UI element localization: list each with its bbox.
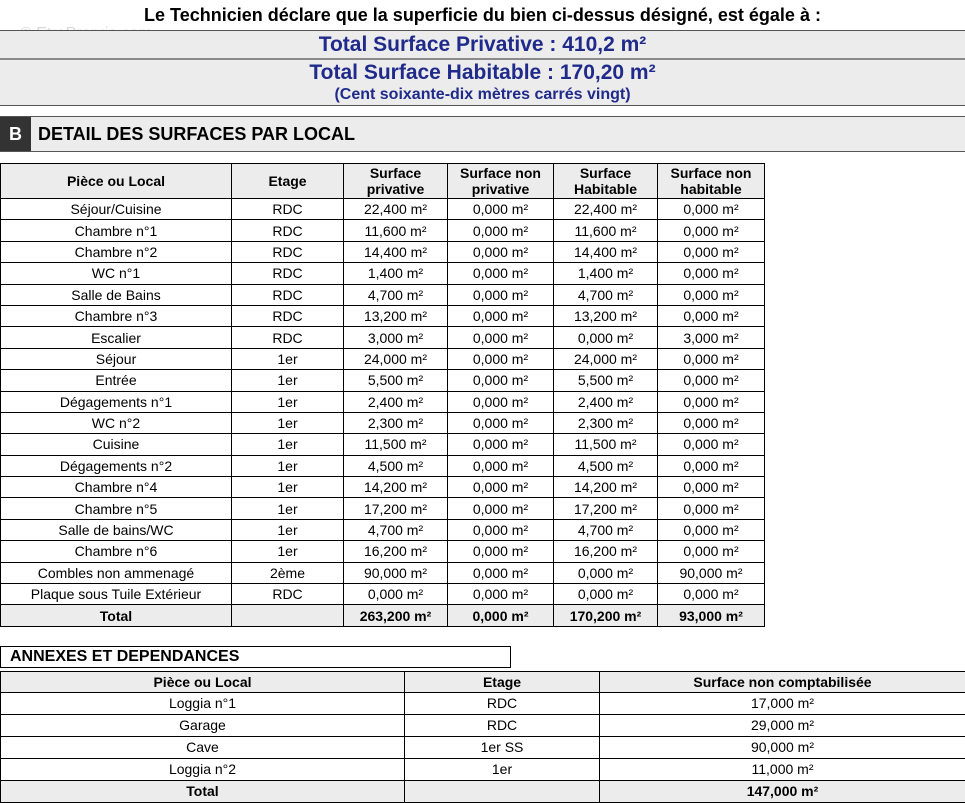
table-cell: 1er [232, 370, 344, 391]
table-row [1, 737, 965, 759]
table-row [1, 584, 765, 605]
table-cell: WC n°1 [1, 263, 232, 284]
table-cell: 4,700 m² [554, 284, 658, 305]
table-cell: 11,500 m² [344, 434, 448, 455]
table-cell: 90,000 m² [344, 562, 448, 583]
annexes-title: ANNEXES ET DEPENDANCES [0, 646, 511, 668]
table-cell: 0,000 m² [448, 348, 554, 369]
table-cell: 0,000 m² [658, 498, 765, 519]
table-header-row [1, 164, 765, 199]
table-cell: 1er [232, 412, 344, 433]
table-cell: 0,000 m² [658, 220, 765, 241]
table-cell: Chambre n°1 [1, 220, 232, 241]
table-cell: 16,200 m² [344, 541, 448, 562]
table-cell: 1er [232, 498, 344, 519]
table-cell: 0,000 m² [658, 284, 765, 305]
table-cell: 3,000 m² [658, 327, 765, 348]
table-cell: 0,000 m² [448, 391, 554, 412]
section-letter-badge: B [0, 117, 31, 151]
table-cell: 0,000 m² [658, 391, 765, 412]
table-cell: 17,200 m² [344, 498, 448, 519]
table-cell: 0,000 m² [448, 327, 554, 348]
column-header: Surface Habitable [554, 164, 658, 199]
table-cell: 0,000 m² [658, 263, 765, 284]
table-row [1, 541, 765, 562]
table-cell: 1er [232, 391, 344, 412]
table-row [1, 519, 765, 540]
table-cell: Chambre n°2 [1, 241, 232, 262]
table-cell: RDC [232, 327, 344, 348]
table-cell: 0,000 m² [448, 199, 554, 220]
table-cell: RDC [232, 584, 344, 605]
total-surface-habitable: Total Surface Habitable : 170,20 m² [0, 60, 965, 85]
table-cell: 0,000 m² [658, 199, 765, 220]
table-cell: 0,000 m² [448, 541, 554, 562]
table-cell: 0,000 m² [448, 370, 554, 391]
table-cell: Escalier [1, 327, 232, 348]
section-title: DETAIL DES SURFACES PAR LOCAL [38, 117, 355, 151]
table-cell: Loggia n°1 [1, 693, 405, 715]
table-cell: 0,000 m² [658, 241, 765, 262]
table-cell: 0,000 m² [554, 562, 658, 583]
column-header: Surface non habitable [658, 164, 765, 199]
table-cell: 22,400 m² [344, 199, 448, 220]
total-surface-privative: Total Surface Privative : 410,2 m² [0, 31, 965, 58]
table-cell: 17,000 m² [600, 693, 965, 715]
table-cell: 11,600 m² [554, 220, 658, 241]
table-cell: 1er [232, 477, 344, 498]
column-header: Pièce ou Local [1, 672, 405, 693]
table-cell: 0,000 m² [448, 498, 554, 519]
table-cell: Chambre n°6 [1, 541, 232, 562]
table-cell: 0,000 m² [658, 519, 765, 540]
table-cell: WC n°2 [1, 412, 232, 433]
table-cell: 0,000 m² [448, 477, 554, 498]
table-row [1, 284, 765, 305]
table-row [1, 412, 765, 433]
table-cell: 1er [232, 519, 344, 540]
total-cell: Total [1, 781, 405, 803]
table-cell: 29,000 m² [600, 715, 965, 737]
table-cell: 0,000 m² [658, 541, 765, 562]
table-cell: 0,000 m² [658, 455, 765, 476]
table-cell: 0,000 m² [448, 263, 554, 284]
table-row [1, 199, 765, 220]
table-cell: 24,000 m² [554, 348, 658, 369]
table-cell: 5,500 m² [344, 370, 448, 391]
table-cell: 4,500 m² [554, 455, 658, 476]
table-cell: RDC [232, 199, 344, 220]
table-cell: 16,200 m² [554, 541, 658, 562]
table-row [1, 348, 765, 369]
table-cell: 0,000 m² [554, 327, 658, 348]
table-cell: Loggia n°2 [1, 759, 405, 781]
table-cell: 0,000 m² [658, 305, 765, 326]
table-cell: 14,400 m² [344, 241, 448, 262]
table-row [1, 391, 765, 412]
table-cell: 11,500 m² [554, 434, 658, 455]
table-cell: 0,000 m² [448, 434, 554, 455]
total-cell [232, 605, 344, 627]
table-cell: Combles non ammenagé [1, 562, 232, 583]
table-cell: RDC [232, 284, 344, 305]
table-row [1, 477, 765, 498]
table-row [1, 305, 765, 326]
table-row [1, 241, 765, 262]
column-header: Surface privative [344, 164, 448, 199]
table-cell: Cuisine [1, 434, 232, 455]
table-cell: 5,500 m² [554, 370, 658, 391]
table-cell: 2,400 m² [554, 391, 658, 412]
table-row [1, 562, 765, 583]
table-cell: Chambre n°5 [1, 498, 232, 519]
table-cell: 1,400 m² [344, 263, 448, 284]
table-cell: 2,300 m² [344, 412, 448, 433]
table-cell: 0,000 m² [448, 241, 554, 262]
table-cell: 0,000 m² [658, 370, 765, 391]
table-cell: Garage [1, 715, 405, 737]
total-cell: 147,000 m² [600, 781, 965, 803]
table-cell: Chambre n°4 [1, 477, 232, 498]
total-cell: 263,200 m² [344, 605, 448, 627]
total-surface-in-words: (Cent soixante-dix mètres carrés vingt) [0, 85, 965, 105]
table-row [1, 263, 765, 284]
table-row [1, 715, 965, 737]
table-cell: Cave [1, 737, 405, 759]
table-cell: 14,200 m² [554, 477, 658, 498]
table-cell: 0,000 m² [554, 584, 658, 605]
column-header: Surface non comptabilisée [600, 672, 965, 693]
column-header: Pièce ou Local [1, 164, 232, 199]
total-cell [405, 781, 600, 803]
surfaces-detail-table [0, 163, 765, 627]
table-row [1, 220, 765, 241]
table-cell: 0,000 m² [658, 477, 765, 498]
table-cell: 0,000 m² [658, 434, 765, 455]
table-cell: 0,000 m² [658, 348, 765, 369]
table-row [1, 434, 765, 455]
column-header: Etage [405, 672, 600, 693]
total-cell: 170,200 m² [554, 605, 658, 627]
table-cell: Séjour/Cuisine [1, 199, 232, 220]
table-cell: 4,700 m² [344, 284, 448, 305]
table-cell: 1er [405, 759, 600, 781]
table-cell: 1er [232, 541, 344, 562]
table-cell: RDC [232, 263, 344, 284]
table-cell: 1er SS [405, 737, 600, 759]
table-cell: Chambre n°3 [1, 305, 232, 326]
table-cell: Entrée [1, 370, 232, 391]
table-row [1, 455, 765, 476]
total-cell: 93,000 m² [658, 605, 765, 627]
table-cell: Dégagements n°1 [1, 391, 232, 412]
table-cell: 4,700 m² [344, 519, 448, 540]
table-cell: RDC [232, 220, 344, 241]
table-header-row [1, 672, 965, 693]
table-cell: RDC [232, 241, 344, 262]
table-cell: 24,000 m² [344, 348, 448, 369]
table-cell: 90,000 m² [600, 737, 965, 759]
table-cell: 90,000 m² [658, 562, 765, 583]
table-cell: 4,500 m² [344, 455, 448, 476]
table-cell: 13,200 m² [554, 305, 658, 326]
table-row [1, 759, 965, 781]
table-cell: 22,400 m² [554, 199, 658, 220]
table-cell: 0,000 m² [448, 220, 554, 241]
table-cell: 1er [232, 455, 344, 476]
table-cell: 3,000 m² [344, 327, 448, 348]
table-cell: 0,000 m² [448, 519, 554, 540]
table-cell: 14,200 m² [344, 477, 448, 498]
table-cell: Salle de bains/WC [1, 519, 232, 540]
table-cell: Séjour [1, 348, 232, 369]
table-row [1, 693, 965, 715]
table-cell: RDC [405, 693, 600, 715]
table-cell: 0,000 m² [448, 455, 554, 476]
table-cell: 0,000 m² [448, 562, 554, 583]
table-cell: Plaque sous Tuile Extérieur [1, 584, 232, 605]
table-cell: 2,300 m² [554, 412, 658, 433]
total-row [1, 781, 965, 803]
table-cell: 0,000 m² [658, 412, 765, 433]
table-cell: 11,600 m² [344, 220, 448, 241]
table-row [1, 498, 765, 519]
table-cell: 0,000 m² [448, 284, 554, 305]
table-cell: 14,400 m² [554, 241, 658, 262]
column-header: Surface non privative [448, 164, 554, 199]
table-cell: Salle de Bains [1, 284, 232, 305]
table-cell: 0,000 m² [658, 584, 765, 605]
annexes-table [0, 671, 965, 803]
table-cell: RDC [232, 305, 344, 326]
table-cell: 1,400 m² [554, 263, 658, 284]
table-cell: 0,000 m² [448, 305, 554, 326]
table-cell: 1er [232, 348, 344, 369]
table-cell: 2ème [232, 562, 344, 583]
table-cell: 13,200 m² [344, 305, 448, 326]
declaration-text: Le Technicien déclare que la superficie du bien ci-dessus désigné, est égale à : [0, 0, 965, 30]
total-row [1, 605, 765, 627]
total-cell: 0,000 m² [448, 605, 554, 627]
table-cell: Dégagements n°2 [1, 455, 232, 476]
total-cell: Total [1, 605, 232, 627]
table-row [1, 370, 765, 391]
table-cell: 4,700 m² [554, 519, 658, 540]
table-cell: 1er [232, 434, 344, 455]
table-cell: 0,000 m² [448, 412, 554, 433]
table-cell: 11,000 m² [600, 759, 965, 781]
table-cell: 17,200 m² [554, 498, 658, 519]
table-cell: 2,400 m² [344, 391, 448, 412]
table-row [1, 327, 765, 348]
table-cell: RDC [405, 715, 600, 737]
table-cell: 0,000 m² [344, 584, 448, 605]
table-cell: 0,000 m² [448, 584, 554, 605]
column-header: Etage [232, 164, 344, 199]
